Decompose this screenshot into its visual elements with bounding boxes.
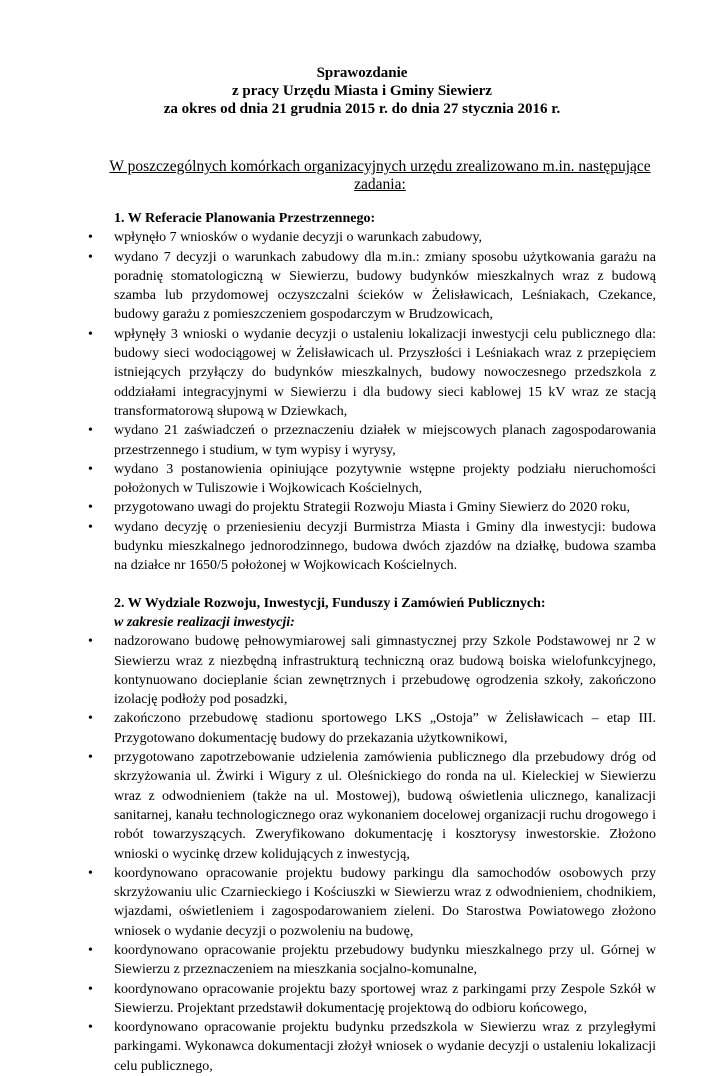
- list-item: [0, 228, 724, 247]
- list-item-text: wpłynęło 7 wniosków o wydanie decyzji o warunkach zabudowy,: [114, 230, 483, 246]
- section-subheading: w zakresie realizacji inwestycji:: [114, 614, 295, 630]
- list-item-text: koordynowano opracowanie projektu budynku przedszkola w Siewierzu wraz z przyległymi parkingami. Wykonawca dokumentacji złożył wniosek o wydanie decyzji o ustaleniu lokalizacji celu publicznego,: [114, 1020, 656, 1074]
- list-item-text: koordynowano opracowanie projektu budowy parkingu dla samochodów osobowych przy skrzyżowaniu ulic Czarnieckiego i Kościuszki w Siewierzu wraz z odwodnieniem, chodnikiem, wjazdami, oświetleniem i zagospodarowaniem zieleni. Do Starostwa Powiatowego złożono wniosek o wydanie decyzji o pozwoleniu na budowę,: [114, 865, 656, 939]
- list-item-text: nadzorowano budowę pełnowymiarowej sali gimnastycznej przy Szkole Podstawowej nr 2 w Siewierzu wraz z niezbędną infrastrukturą techniczną oraz budową boiska wielofunkcyjnego, kontynuowano docieplanie ścian zewnętrznych i przebudowę ogrodzenia szkoły, zakończono izolację podłoży pod posadzki,: [114, 634, 656, 708]
- bullet-icon: •: [88, 711, 93, 727]
- section-heading: 2. W Wydziale Rozwoju, Inwestycji, Funduszy i Zamówień Publicznych:: [114, 595, 546, 611]
- list-item-text: wydano 7 decyzji o warunkach zabudowy dla m.in.: zmiany sposobu użytkowania garażu na poradnię stomatologiczną w Siewierzu, budowy budynków mieszkalnych wraz z budową szamba lub przydomowej oczyszczalni ścieków w Żelisławicach, Leśniakach, Czekance, budowy garażu z pomieszczeniem gospodarczym w Brudzowicach,: [114, 249, 656, 323]
- bullet-icon: •: [88, 230, 93, 246]
- bullet-icon: •: [88, 500, 93, 516]
- title-line-2: z pracy Urzędu Miasta i Gminy Siewierz: [232, 83, 492, 99]
- bullet-icon: •: [88, 942, 93, 958]
- list-item-text: wydano 21 zaświadczeń o przeznaczeniu działek w miejscowych planach zagospodarowania przestrzennego i studium, w tym wypisy i wyrysy,: [114, 423, 656, 458]
- bullet-icon: •: [88, 634, 93, 650]
- list-item-text: wydano decyzję o przeniesieniu decyzji Burmistrza Miasta i Gminy dla inwestycji: budowa budynku mieszkalnego jednorodzinnego, budowa dwóch zjazdów na działkę, budowa szamba na działce nr 1650/5 położonej w Wojkowicach Kościelnych.: [114, 519, 656, 574]
- list-item: [0, 518, 724, 576]
- list-item: [0, 864, 724, 941]
- title-line-1: Sprawozdanie: [316, 65, 408, 81]
- bullet-icon: •: [88, 326, 93, 342]
- bullet-list: [0, 632, 724, 1076]
- list-item-text: koordynowano opracowanie projektu przebudowy budynku mieszkalnego przy ul. Górnej w Siewierzu z przeznaczeniem na mieszkania socjalno-komunalne,: [114, 942, 656, 978]
- list-item: [0, 980, 724, 1019]
- list-item: [0, 460, 724, 499]
- bullet-icon: •: [88, 865, 93, 881]
- intro-heading: W poszczególnych komórkach organizacyjnych urzędu zrealizowano m.in. następujące zadania:: [109, 158, 651, 193]
- section-heading: 1. W Referacie Planowania Przestrzennego:: [114, 211, 376, 226]
- list-item: [0, 421, 724, 460]
- list-item: [0, 632, 724, 709]
- list-item: [0, 941, 724, 980]
- list-item: [0, 1018, 724, 1076]
- bullet-icon: •: [88, 981, 93, 997]
- list-item-text: wydano 3 postanowienia opiniujące pozytywnie wstępne projekty podziału nieruchomości położonych w Tuliszowie i Wojkowicach Kościelnych,: [114, 461, 656, 497]
- list-item: [0, 325, 724, 421]
- report-content: [0, 209, 724, 1076]
- bullet-icon: •: [88, 423, 93, 439]
- list-item: [0, 748, 724, 864]
- bullet-icon: •: [88, 519, 93, 535]
- report-title: [0, 64, 724, 118]
- list-item: [0, 709, 724, 748]
- list-item-text: koordynowano opracowanie projektu bazy sportowej wraz z parkingami przy Zespole Szkół w Siewierzu. Projektant przedstawił dokumentację projektową do odbioru końcowego,: [114, 981, 656, 1016]
- bullet-icon: •: [88, 249, 93, 265]
- list-item: [0, 498, 724, 517]
- bullet-icon: •: [88, 1020, 93, 1036]
- bullet-icon: •: [88, 750, 93, 766]
- title-line-3: za okres od dnia 21 grudnia 2015 r. do dnia 27 stycznia 2016 r.: [163, 101, 561, 117]
- bullet-list: [0, 228, 724, 575]
- list-item-text: przygotowano uwagi do projektu Strategii Rozwoju Miasta i Gminy Siewierz do 2020 roku,: [114, 500, 630, 516]
- bullet-icon: •: [88, 461, 93, 477]
- list-item-text: przygotowano zapotrzebowanie udzielenia zamówienia publicznego dla przebudowy dróg od skrzyżowania ul. Żwirki i Wigury z ul. Oleśnickiego do ronda na ul. Kieleckiej w Siewierzu wraz z odwodnieniem (także na ul. Mostowej), budową oświetlenia ulicznego, kanalizacji sanitarnej, kanału technologicznego oraz wykonaniem docelowej organizacji ruchu drogowego i robót towarzyszących. Zweryfikowano dokumentację i kosztorysy inwestorskie. Złożono wnioski o wycinkę drzew kolidujących z inwestycją,: [114, 750, 656, 862]
- section-planning: [0, 209, 724, 576]
- list-item-text: zakończono przebudowę stadionu sportowego LKS „Ostoja” w Żelisławicach – etap III. Przygotowano dokumentację budowy do przekazania użytkownikowi,: [114, 711, 656, 746]
- list-item: [0, 248, 724, 325]
- list-item-text: wpłynęły 3 wnioski o wydanie decyzji o ustaleniu lokalizacji inwestycji celu publicznego dla: budowy sieci wodociągowej w Żelisławicach ul. Przyszłości i Leśniakach wraz z przepięciem istniejących przyłączy do budynków mieszkalnych, budowy nowoczesnego przedszkola z oddziałami integracyjnymi w Siewierzu i dla budowy sieci kablowej 15 kV wraz ze stacją transformatorową słupową w Dziewkach,: [114, 326, 656, 419]
- section-development: [0, 594, 724, 1076]
